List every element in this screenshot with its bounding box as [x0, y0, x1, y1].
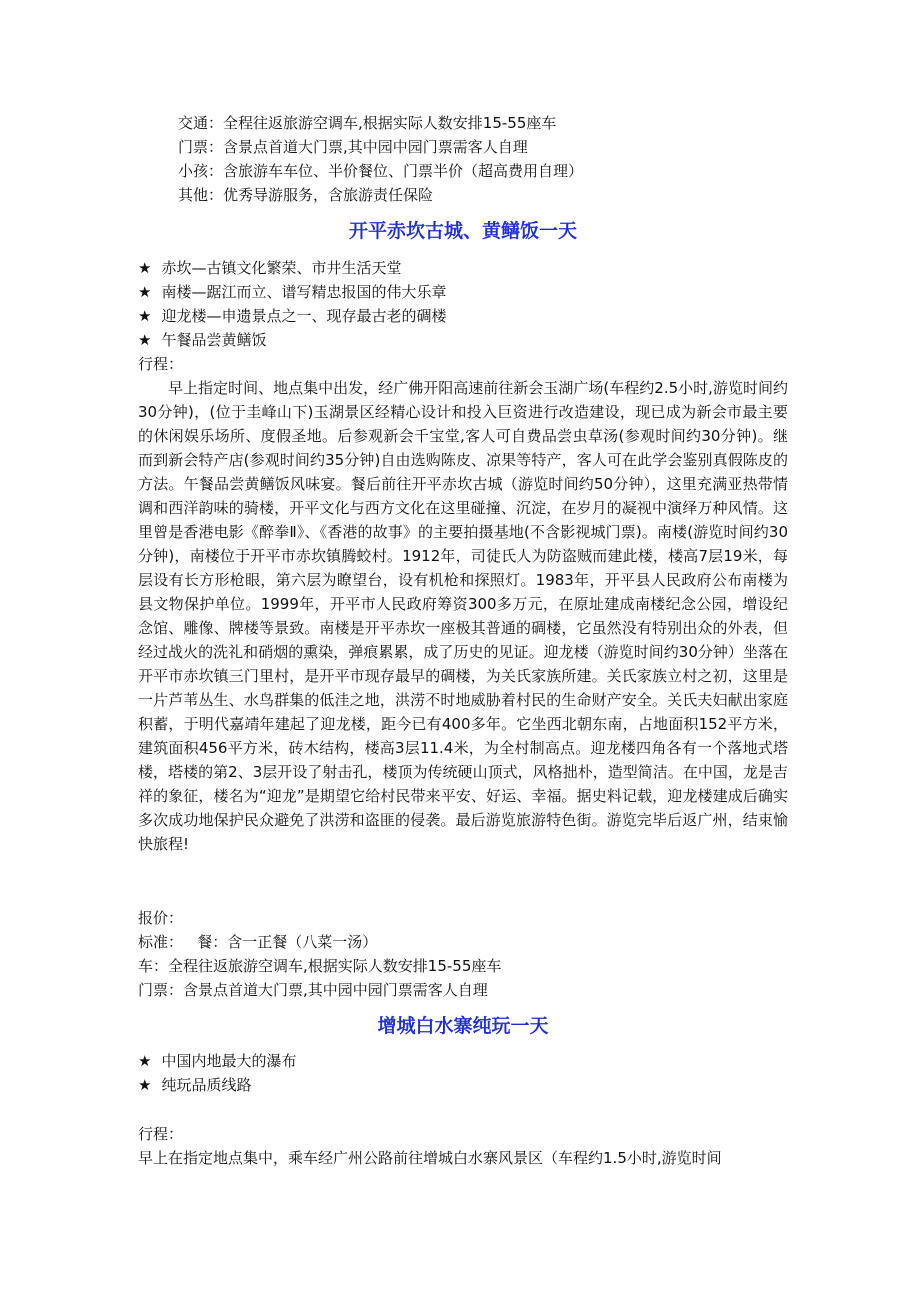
- intro-tickets: 门票：含景点首道大门票,其中园中园门票需客人自理: [178, 138, 528, 156]
- section2-highlights: [138, 1049, 788, 1097]
- price-tickets: 门票：含景点首道大门票,其中园中园门票需客人自理: [138, 981, 488, 999]
- intro-transport: 交通：全程往返旅游空调车,根据实际人数安排15-55座车: [178, 114, 557, 132]
- intro-block: [138, 111, 788, 207]
- star-icon: ★: [138, 259, 152, 277]
- highlight-text: 南楼—踞江而立、谱写精忠报国的伟大乐章: [161, 283, 447, 301]
- section2-title: 增城白水寨纯玩一天: [377, 1015, 549, 1037]
- highlight-text: 赤坎—古镇文化繁荣、市井生活天堂: [161, 259, 402, 277]
- highlight-item: [138, 328, 788, 352]
- intro-children: 小孩：含旅游车车位、半价餐位、门票半价（超高费用自理）: [178, 162, 584, 180]
- star-icon: ★: [138, 307, 152, 325]
- itinerary-label: 行程：: [138, 355, 184, 373]
- price-vehicle: 车：全程往返旅游空调车,根据实际人数安排15-55座车: [138, 957, 502, 975]
- price-standard: 标准： 餐：含一正餐（八菜一汤）: [138, 933, 378, 951]
- section1-title: 开平赤坎古城、黄鳝饭一天: [348, 220, 577, 242]
- highlight-text: 中国内地最大的瀑布: [161, 1052, 297, 1070]
- itinerary-paragraph: 早上指定时间、地点集中出发，经广佛开阳高速前往新会玉湖广场(车程约2.5小时,游览时间约30分钟)，(位于圭峰山下)玉湖景区经精心设计和投入巨资进行改造建设，现已成为新会市最主要的休闲娱乐场所、度假圣地。后参观新会千宝堂,客人可自费品尝虫草汤(参观时间约30分钟)。继而到新会特产店(参观时间约35分钟)自由选购陈皮、凉果等特产，客人可在此学会鉴别真假陈皮的方法。午餐品尝黄鳝饭风味宴。餐后前往开平赤坎古城（游览时间约50分钟），这里充满亚热带情调和西洋韵味的骑楼，开平文化与西方文化在这里碰撞、沉淀，在岁月的凝视中演绎万种风情。这里曾是香港电影《醉拳Ⅱ》、《香港的故事》的主要拍摄基地(不含影视城门票)。南楼(游览时间约30分钟)，南楼位于开平市赤坎镇腾蛟村。1912年，司徒氏人为防盗贼而建此楼，楼高7层19米，每层设有长方形枪眼，第六层为瞭望台，设有机枪和探照灯。1983年，开平县人民政府公布南楼为县文物保护单位。1999年，开平市人民政府筹资300多万元，在原址建成南楼纪念公园，增设纪念馆、雕像、牌楼等景致。南楼是开平赤坎一座极其普通的碉楼，它虽然没有特别出众的外表，但经过战火的洗礼和硝烟的熏染，弹痕累累，成了历史的见证。迎龙楼（游览时间约30分钟）坐落在开平市赤坎镇三门里村，是开平市现存最早的碉楼，为关氏家族所建。关氏家族立村之初，这里是一片芦苇丛生、水鸟群集的低洼之地，洪涝不时地威胁着村民的生命财产安全。关氏夫妇献出家庭积蓄，于明代嘉靖年建起了迎龙楼，距今已有400多年。它坐西北朝东南，占地面积152平方米，建筑面积456平方米，砖木结构，楼高3层11.4米，为全村制高点。迎龙楼四角各有一个落地式塔楼，塔楼的第2、3层开设了射击孔，楼顶为传统硬山顶式，风格拙朴，造型简洁。在中国，龙是吉祥的象征，楼名为“迎龙”是期望它给村民带来平安、好运、幸福。据史料记载，迎龙楼建成后确实多次成功地保护民众避免了洪涝和盗匪的侵袭。最后游览旅游特色街。游览完毕后返广州，结束愉快旅程!: [138, 379, 788, 853]
- highlight-text: 迎龙楼—申遗景点之一、现存最古老的碉楼: [161, 307, 447, 325]
- star-icon: ★: [138, 283, 152, 301]
- section1-header: [138, 216, 788, 246]
- section2-header: [138, 1011, 788, 1041]
- star-icon: ★: [138, 331, 152, 349]
- highlight-item: [138, 1049, 788, 1073]
- star-icon: ★: [138, 1052, 152, 1070]
- highlight-item: [138, 256, 788, 280]
- highlight-text: 午餐品尝黄鳝饭: [161, 331, 267, 349]
- highlight-item: [138, 280, 788, 304]
- section2-itinerary: [138, 1122, 788, 1170]
- itinerary-first-line: 早上在指定地点集中，乘车经广州公路前往增城白水寨风景区（车程约1.5小时,游览时间: [138, 1149, 722, 1167]
- intro-other: 其他：优秀导游服务，含旅游责任保险: [178, 186, 434, 204]
- price-label: 报价：: [138, 909, 184, 927]
- star-icon: ★: [138, 1076, 152, 1094]
- highlight-text: 纯玩品质线路: [161, 1076, 252, 1094]
- itinerary-label: 行程：: [138, 1125, 184, 1143]
- section1-price: [138, 906, 788, 1002]
- highlight-item: [138, 1073, 788, 1097]
- section1-itinerary: [138, 376, 788, 856]
- section1-highlights: [138, 256, 788, 376]
- highlight-item: [138, 304, 788, 328]
